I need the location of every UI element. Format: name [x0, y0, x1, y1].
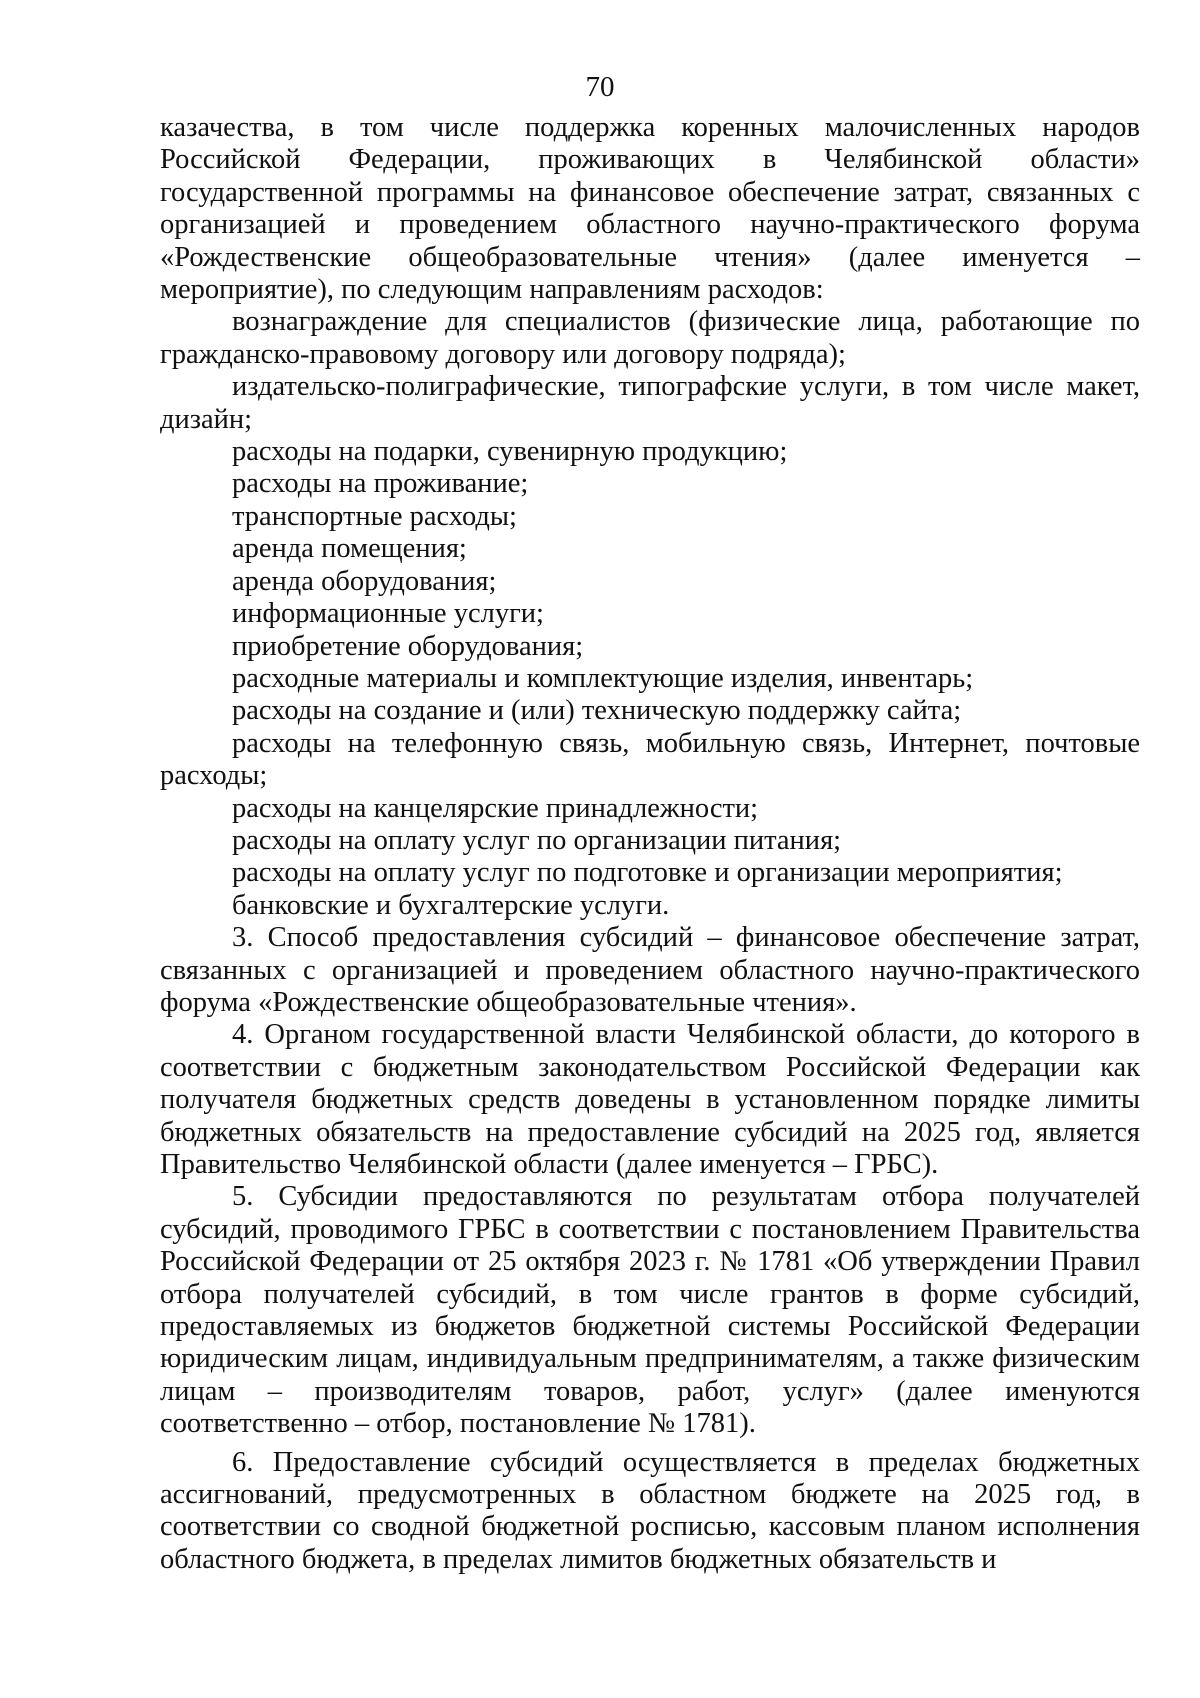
clause-3-paragraph: 3. Способ предоставления субсидий – финансовое обеспечение затрат, связанных с организацией и проведением областного научно-практического форума «Рождественские общеобразовательные чтения». — [160, 922, 1140, 1018]
list-item-expense: расходы на оплату услуг по организации питания; — [232, 824, 842, 856]
page-number: 70 — [585, 71, 615, 103]
clause-4-paragraph: 4. Органом государственной власти Челябинской области, до которого в соответствии с бюджетным законодательством Российской Федерации как получателя бюджетных средств доведены в установленном порядке лимиты бюджетных обязательств на предоставление субсидий на 2025 год, является Правительство Челябинской области (далее именуется – ГРБС). — [160, 1019, 1140, 1180]
list-item-expense: аренда оборудования; — [232, 565, 497, 597]
list-item-expense: расходы на канцелярские принадлежности; — [232, 792, 759, 824]
clause-6-paragraph: 6. Предоставление субсидий осуществляется в пределах бюджетных ассигнований, предусмотренных в областном бюджете на 2025 год, в соответствии со сводной бюджетной росписью, кассовым планом исполнения областного бюджета, в пределах лимитов бюджетных обязательств и — [160, 1446, 1140, 1575]
list-item-expense: транспортные расходы; — [232, 500, 517, 532]
list-item-expense: приобретение оборудования; — [232, 630, 584, 662]
document-body — [160, 112, 1140, 1576]
list-item-expense: банковские и бухгалтерские услуги. — [232, 889, 670, 921]
list-item-expense: расходы на телефонную связь, мобильную связь, Интернет, почтовые расходы; — [160, 727, 1140, 792]
list-item-expense: расходы на проживание; — [232, 468, 529, 500]
list-item-expense: расходы на создание и (или) техническую поддержку сайта; — [232, 695, 962, 727]
list-item-expense: информационные услуги; — [232, 598, 544, 630]
list-item-expense: вознаграждение для специалистов (физические лица, работающие по гражданско-правовому договору или договору подряда); — [160, 306, 1140, 370]
list-item-expense: расходы на подарки, сувенирную продукцию; — [232, 436, 788, 468]
paragraph-continuation: казачества, в том числе поддержка коренных малочисленных народов Российской Федерации, проживающих в Челябинской области» государственной программы на финансовое обеспечение затрат, связанных с организацией и проведением областного научно-практического форума «Рождественские общеобразовательные чтения» (далее именуется – мероприятие), по следующим направлениям расходов: — [160, 112, 1140, 306]
list-item-expense: аренда помещения; — [232, 533, 467, 565]
list-item-expense: издательско-полиграфические, типографские услуги, в том числе макет, дизайн; — [160, 371, 1140, 435]
clause-5-paragraph: 5. Субсидии предоставляются по результатам отбора получателей субсидий, проводимого ГРБС в соответствии с постановлением Правительства Российской Федерации от 25 октября 2023 г. № 1781 «Об утверждении Правил отбора получателей субсидий, в том числе грантов в форме субсидий, предоставляемых из бюджетов бюджетной системы Российской Федерации юридическим лицам, индивидуальным предпринимателям, а также физическим лицам – производителям товаров, работ, услуг» (далее именуются соответственно – отбор, постановление № 1781). — [160, 1181, 1140, 1440]
list-item-expense: расходы на оплату услуг по подготовке и организации мероприятия; — [232, 857, 1063, 889]
list-item-expense: расходные материалы и комплектующие изделия, инвентарь; — [232, 662, 974, 694]
